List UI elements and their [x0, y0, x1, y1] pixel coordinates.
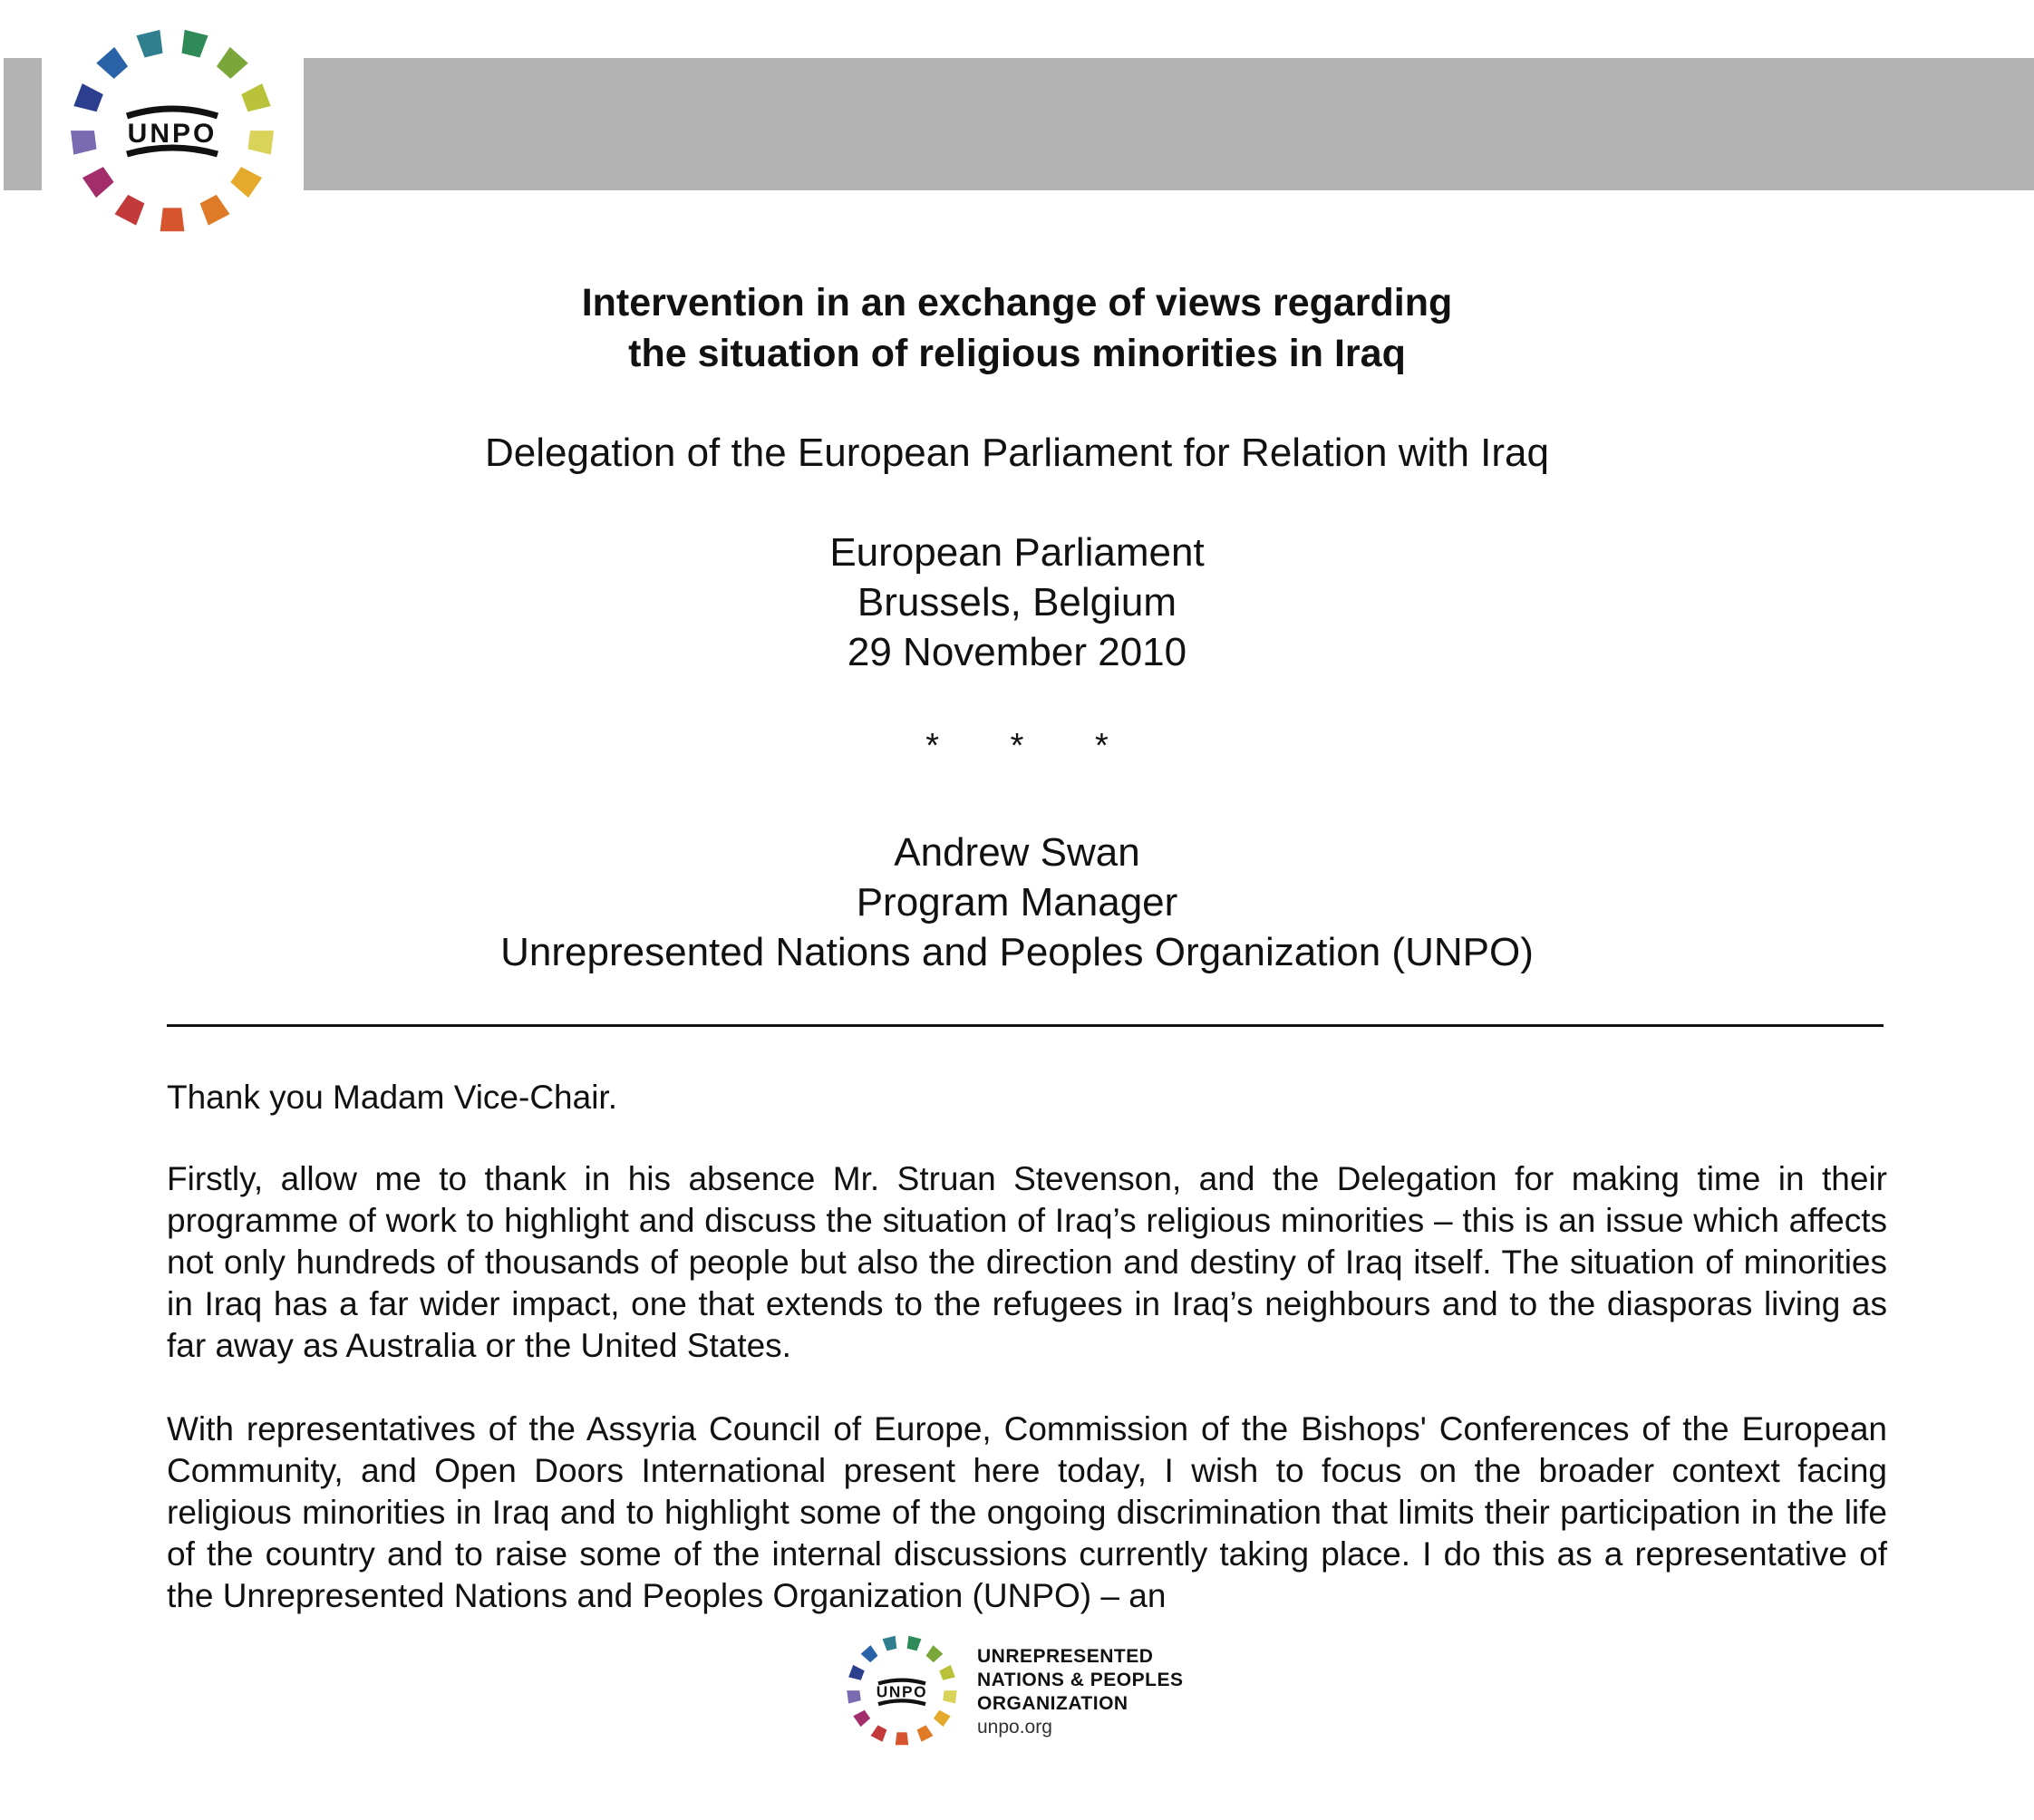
footer-url: unpo.org: [977, 1717, 1052, 1738]
footer-org-line-2: NATIONS & PEOPLES: [977, 1670, 1184, 1690]
separator-star: *: [925, 727, 940, 765]
logo-ring-segment: [853, 1710, 870, 1727]
header-bar-right: [304, 58, 2034, 190]
speaker-role: Program Manager: [856, 880, 1178, 925]
footer-logo-text: UNPO: [876, 1682, 928, 1701]
logo-bottom-swoosh: [127, 148, 218, 154]
footer-org-line-3: ORGANIZATION: [977, 1693, 1128, 1714]
venue-name: European Parliament: [829, 530, 1205, 575]
logo-ring-segment: [71, 131, 96, 155]
logo-ring-segment: [160, 208, 185, 231]
logo-ring-segment: [943, 1690, 956, 1703]
paragraph-thanks: Firstly, allow me to thank in his absence Mr. Struan Stevenson, and the Delegation for making time in their programme of work to highlight and discuss the situation of Iraq’s religious minorities – this is an issue which affects not only hundreds of thousands of people but also the direction and destiny of Iraq itself. The situation of minorities in Iraq has a far wider impact, one that extends to the refugees in Iraq’s neighbours and to the diasporas living as far away as Australia or the United States.: [167, 1160, 1887, 1364]
footer-organization: [977, 1645, 1183, 1739]
unpo-logo-icon: [63, 22, 281, 239]
logo-ring-segment: [848, 1665, 865, 1680]
paragraph-context: With representatives of the Assyria Council of Europe, Commission of the Bishops' Conferences of the European Community, and Open Doors International present here today, I wish to focus on the broader context facing religious minorities in Iraq and to highlight some of the ongoing discrimination that limits their participation in the life of the country and to raise some of the internal discussions currently taking place. I do this as a representative of the Unrepresented Nations and Peoples Organization (UNPO) – an: [167, 1410, 1887, 1614]
logo-ring-segment: [861, 1645, 878, 1662]
logo-ring-segment: [136, 30, 162, 58]
delegation-line: Delegation of the European Parliament for Relation with Iraq: [484, 431, 1549, 475]
paragraph-greeting: Thank you Madam Vice-Chair.: [167, 1079, 617, 1116]
logo-ring-segment: [241, 83, 271, 111]
venue-location: Brussels, Belgium: [857, 580, 1177, 624]
logo-ring-segment: [248, 131, 274, 155]
logo-ring-segment: [934, 1710, 951, 1727]
footer-unpo-logo-icon: [843, 1631, 961, 1749]
footer-logo-bottom-swoosh: [878, 1700, 925, 1704]
speaker-block: [0, 828, 2034, 977]
logo-ring-segment: [96, 47, 128, 79]
logo-ring-segment: [871, 1725, 887, 1741]
logo-ring-segment: [907, 1636, 922, 1651]
logo-ring-segment: [217, 47, 248, 79]
footer-org-line-1: UNREPRESENTED: [977, 1646, 1154, 1667]
logo-ring-segment: [939, 1665, 955, 1680]
speaker-name: Andrew Swan: [894, 830, 1140, 875]
logo-ring-segment: [200, 195, 230, 226]
speaker-organization: Unrepresented Nations and Peoples Organization (UNPO): [500, 930, 1534, 974]
logo-ring-segment: [883, 1636, 897, 1651]
horizontal-rule: [167, 1024, 1884, 1027]
logo-ring-segment: [73, 83, 103, 111]
logo-ring-segment: [82, 167, 114, 198]
logo-text: UNPO: [127, 119, 218, 149]
separator-star: *: [1094, 727, 1109, 765]
logo-ring-segment: [847, 1690, 860, 1703]
logo-ring-segment: [917, 1725, 934, 1741]
separator-star: *: [1010, 727, 1024, 765]
logo-ring-segment: [115, 195, 145, 226]
section-separator: [0, 723, 2034, 769]
header-bar-left: [4, 58, 42, 190]
logo-ring-segment: [926, 1645, 944, 1662]
title-line-2: the situation of religious minorities in Iraq: [628, 332, 1406, 375]
logo-ring-segment: [230, 167, 262, 198]
document-date: 29 November 2010: [847, 630, 1187, 674]
logo-top-swoosh: [127, 109, 218, 116]
logo-ring-segment: [181, 30, 208, 58]
title-line-1: Intervention in an exchange of views regarding: [581, 281, 1453, 324]
document-title: [0, 277, 2034, 379]
venue-block: [0, 528, 2034, 677]
logo-ring-segment: [896, 1732, 908, 1745]
